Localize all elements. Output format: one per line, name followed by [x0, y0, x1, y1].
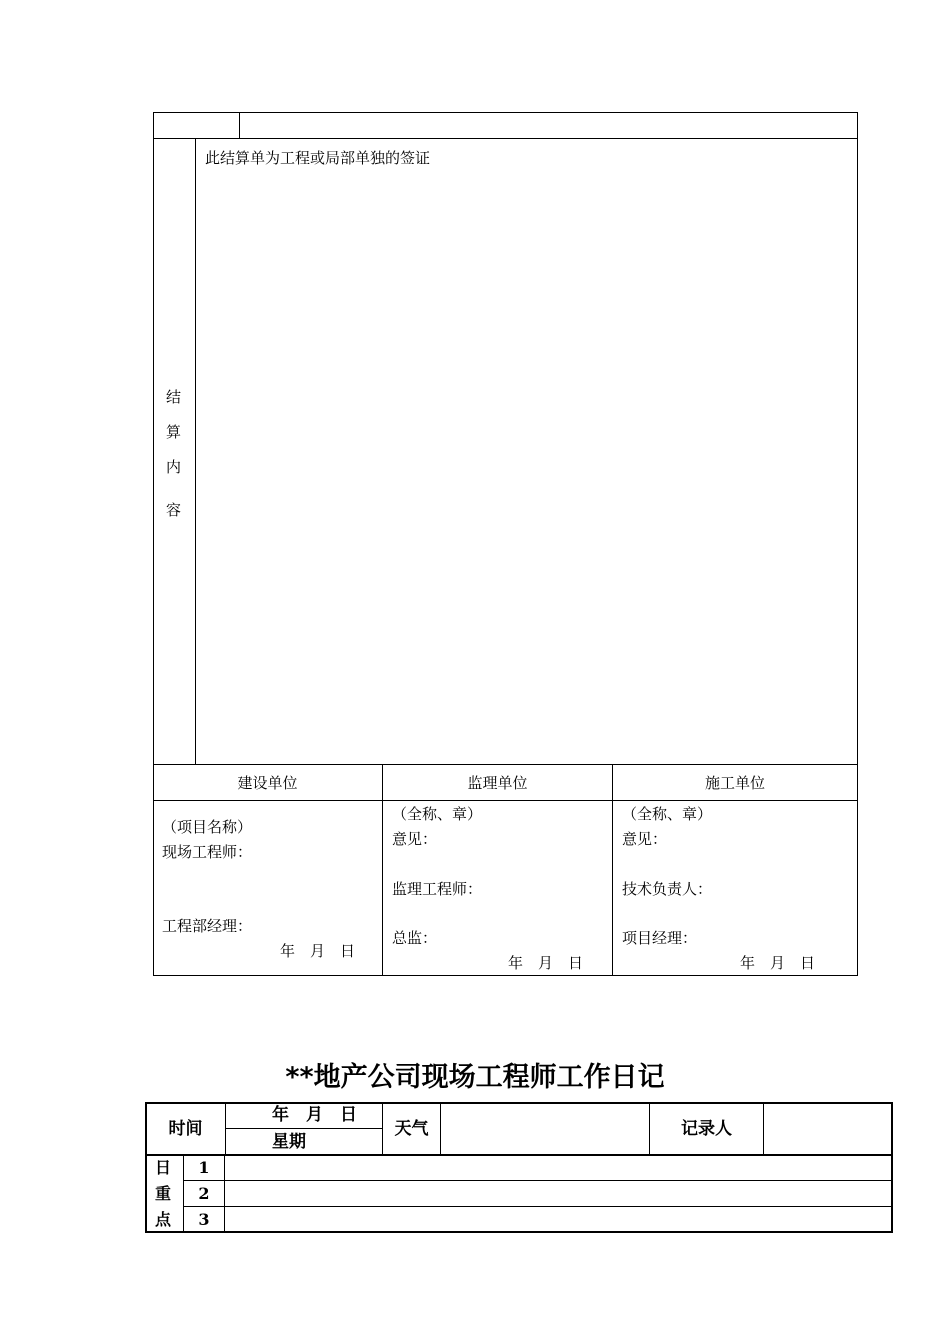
- diary-header-bottom: [145, 1154, 893, 1156]
- sign-header-bottom: [153, 800, 858, 801]
- table-border-top: [153, 112, 858, 113]
- diary-focus-label-char-3: 点: [155, 1210, 172, 1229]
- content-text: 此结算单为工程或局部单独的签证: [205, 149, 431, 167]
- diary-row-2-bottom: [183, 1206, 892, 1207]
- owner-engineering-manager: 工程部经理：: [162, 917, 253, 935]
- supervisor-engineer: 监理工程师：: [392, 880, 483, 898]
- diary-date-weekday-divider: [225, 1128, 383, 1129]
- diary-header-divider-3: [440, 1102, 441, 1155]
- supervisor-date: 年 月 日: [508, 954, 584, 972]
- diary-recorder-label: 记录人: [681, 1119, 732, 1139]
- supervisor-full-name: （全称、章）: [392, 805, 483, 823]
- diary-border-bottom: [145, 1231, 893, 1233]
- supervisor-opinion: 意见：: [392, 830, 438, 848]
- supervisor-chief: 总监：: [392, 929, 438, 947]
- diary-border-top: [145, 1102, 893, 1104]
- table-border-left: [153, 112, 154, 976]
- diary-time-label: 时间: [168, 1119, 203, 1139]
- column-header-contractor: 施工单位: [704, 774, 765, 792]
- section-label-char-1: 结: [166, 388, 182, 406]
- contractor-opinion: 意见：: [622, 830, 668, 848]
- section-label-char-2: 算: [166, 423, 182, 441]
- table-border-bottom: [153, 975, 858, 976]
- diary-weather-label: 天气: [394, 1119, 429, 1139]
- diary-title: **地产公司现场工程师工作日记: [285, 1062, 665, 1093]
- column-header-owner: 建设单位: [237, 774, 298, 792]
- contractor-full-name: （全称、章）: [622, 805, 713, 823]
- diary-focus-label-char-2: 重: [155, 1184, 172, 1203]
- section-label-char-3: 内: [166, 458, 182, 476]
- owner-date: 年 月 日: [280, 942, 356, 960]
- diary-border-right: [891, 1102, 893, 1233]
- sign-col-divider-2: [612, 764, 613, 976]
- section-label-char-4: 容: [166, 501, 182, 519]
- top-row-bottom: [153, 138, 858, 139]
- table-border-right: [857, 112, 858, 976]
- owner-project-name: （项目名称）: [162, 818, 253, 836]
- diary-row-1-bottom: [183, 1180, 892, 1181]
- column-header-supervisor: 监理单位: [467, 774, 528, 792]
- contractor-technical-lead: 技术负责人：: [622, 880, 713, 898]
- diary-row-1-number: 1: [198, 1158, 210, 1177]
- diary-weekday-label: 星期: [272, 1132, 306, 1152]
- sign-col-divider-1: [382, 764, 383, 976]
- contractor-date: 年 月 日: [740, 954, 816, 972]
- diary-focus-divider-2: [224, 1155, 225, 1232]
- label-column-divider: [195, 138, 196, 765]
- diary-row-3-number: 3: [198, 1210, 210, 1229]
- diary-header-divider-5: [763, 1102, 764, 1155]
- owner-site-engineer: 现场工程师：: [162, 843, 253, 861]
- diary-focus-label-char-1: 日: [155, 1158, 172, 1177]
- diary-date-label: 年 月 日: [272, 1105, 357, 1125]
- contractor-project-manager: 项目经理：: [622, 929, 698, 947]
- top-row-divider: [239, 112, 240, 139]
- diary-row-2-number: 2: [198, 1184, 210, 1203]
- content-bottom: [153, 764, 858, 765]
